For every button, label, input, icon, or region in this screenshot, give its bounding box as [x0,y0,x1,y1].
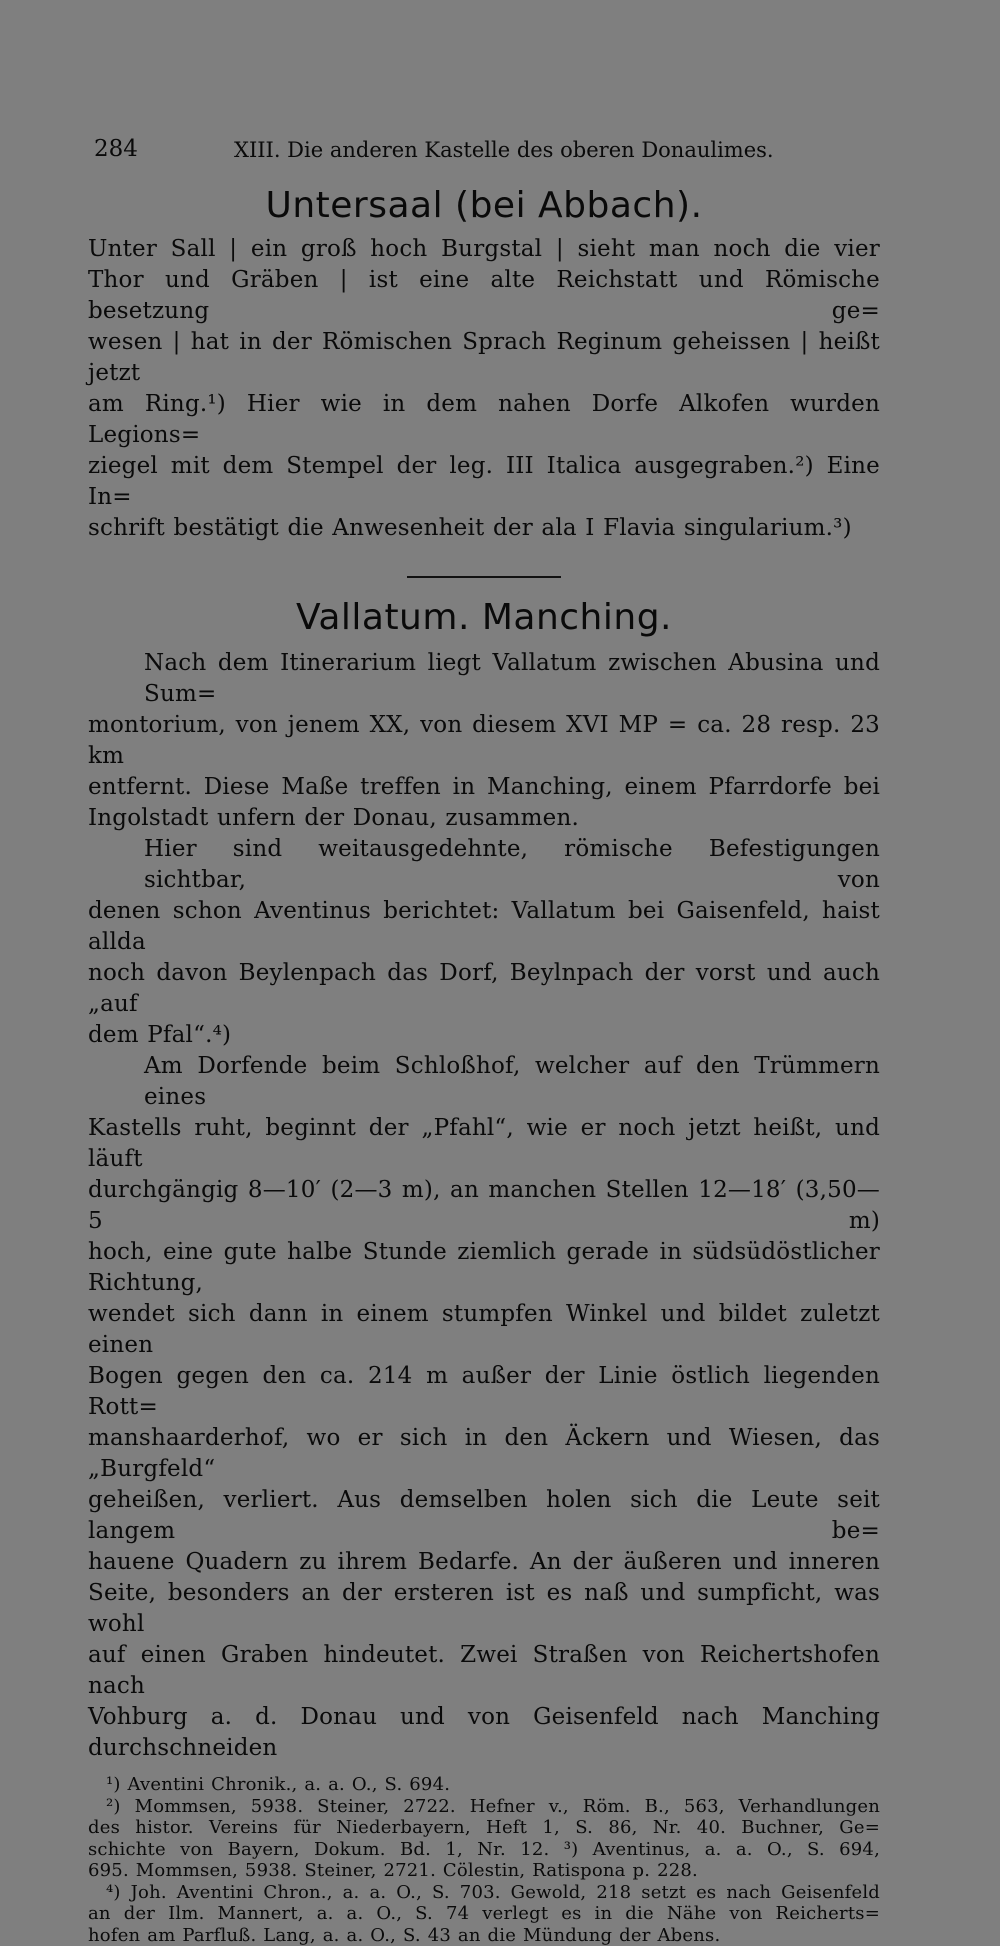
text-line: Ingolstadt unfern der Donau, zusammen. [88,803,880,834]
text-line: durchgängig 8—10′ (2—3 m), an manchen Stellen 12—18′ (3,50—5 m) [88,1175,880,1237]
text-line: wesen | hat in der Römischen Sprach Reginum geheissen | heißt jetzt [88,327,880,389]
footnote-line: 695. Mommsen, 5938. Steiner, 2721. Cölestin, Ratispona p. 228. [88,1860,880,1882]
footnote-line: des histor. Vereins für Niederbayern, Heft 1, S. 86, Nr. 40. Buchner, Ge= [88,1817,880,1839]
text-line: Hier sind weitausgedehnte, römische Befestigungen sichtbar, von [88,834,880,896]
text-line: Thor und Gräben | ist eine alte Reichstatt und Römische besetzung ge= [88,265,880,327]
text-line: Seite, besonders an der ersteren ist es naß und sumpficht, was wohl [88,1578,880,1640]
text-line: entfernt. Diese Maße treffen in Manching, einem Pfarrdorfe bei [88,772,880,803]
text-line: montorium, von jenem XX, von diesem XVI MP = ca. 28 resp. 23 km [88,710,880,772]
section-body-untersaal [88,234,880,544]
text-line: denen schon Aventinus berichtet: Vallatum bei Gaisenfeld, haist allda [88,896,880,958]
text-line: hauene Quadern zu ihrem Bedarfe. An der äußeren und inneren [88,1547,880,1578]
section-divider [407,576,561,578]
book-page [88,130,880,1946]
text-line: Am Dorfende beim Schloßhof, welcher auf den Trümmern eines [88,1051,880,1113]
section-body-vallatum [88,648,880,1764]
text-line: wendet sich dann in einem stumpfen Winkel und bildet zuletzt einen [88,1299,880,1361]
running-title: XIII. Die anderen Kastelle des oberen Donaulimes. [234,138,774,162]
text-line: dem Pfal“.⁴) [88,1020,880,1051]
section-title-untersaal: Untersaal (bei Abbach). [88,184,880,228]
section-title-vallatum: Vallatum. Manching. [88,596,880,640]
footnote-line: ²) Mommsen, 5938. Steiner, 2722. Hefner v., Röm. B., 563, Verhandlungen [88,1796,880,1818]
page-header [88,130,880,170]
text-line: schrift bestätigt die Anwesenheit der ala I Flavia singularium.³) [88,513,880,544]
footnote-line: ¹) Aventini Chronik., a. a. O., S. 694. [88,1774,880,1796]
text-line: auf einen Graben hindeutet. Zwei Straßen von Reichertshofen nach [88,1640,880,1702]
text-line: hoch, eine gute halbe Stunde ziemlich gerade in südsüdöstlicher Richtung, [88,1237,880,1299]
footnotes [88,1774,880,1946]
footnote-line: schichte von Bayern, Dokum. Bd. 1, Nr. 12. ³) Aventinus, a. a. O., S. 694, [88,1839,880,1861]
text-line: ziegel mit dem Stempel der leg. III Italica ausgegraben.²) Eine In= [88,451,880,513]
text-line: Unter Sall | ein groß hoch Burgstal | sieht man noch die vier [88,234,880,265]
footnote-line: hofen am Parfluß. Lang, a. a. O., S. 43 an die Mündung der Abens. [88,1925,880,1946]
text-line: am Ring.¹) Hier wie in dem nahen Dorfe Alkofen wurden Legions= [88,389,880,451]
page-number: 284 [94,136,138,162]
text-line: Nach dem Itinerarium liegt Vallatum zwischen Abusina und Sum= [88,648,880,710]
text-line: noch davon Beylenpach das Dorf, Beylnpach der vorst und auch „auf [88,958,880,1020]
text-line: Vohburg a. d. Donau und von Geisenfeld nach Manching durchschneiden [88,1702,880,1764]
text-line: Kastells ruht, beginnt der „Pfahl“, wie er noch jetzt heißt, und läuft [88,1113,880,1175]
text-line: Bogen gegen den ca. 214 m außer der Linie östlich liegenden Rott= [88,1361,880,1423]
text-line: manshaarderhof, wo er sich in den Äckern und Wiesen, das „Burgfeld“ [88,1423,880,1485]
text-line: geheißen, verliert. Aus demselben holen sich die Leute seit langem be= [88,1485,880,1547]
footnote-line: an der Ilm. Mannert, a. a. O., S. 74 verlegt es in die Nähe von Reicherts= [88,1903,880,1925]
footnote-line: ⁴) Joh. Aventini Chron., a. a. O., S. 703. Gewold, 218 setzt es nach Geisenfeld [88,1882,880,1904]
